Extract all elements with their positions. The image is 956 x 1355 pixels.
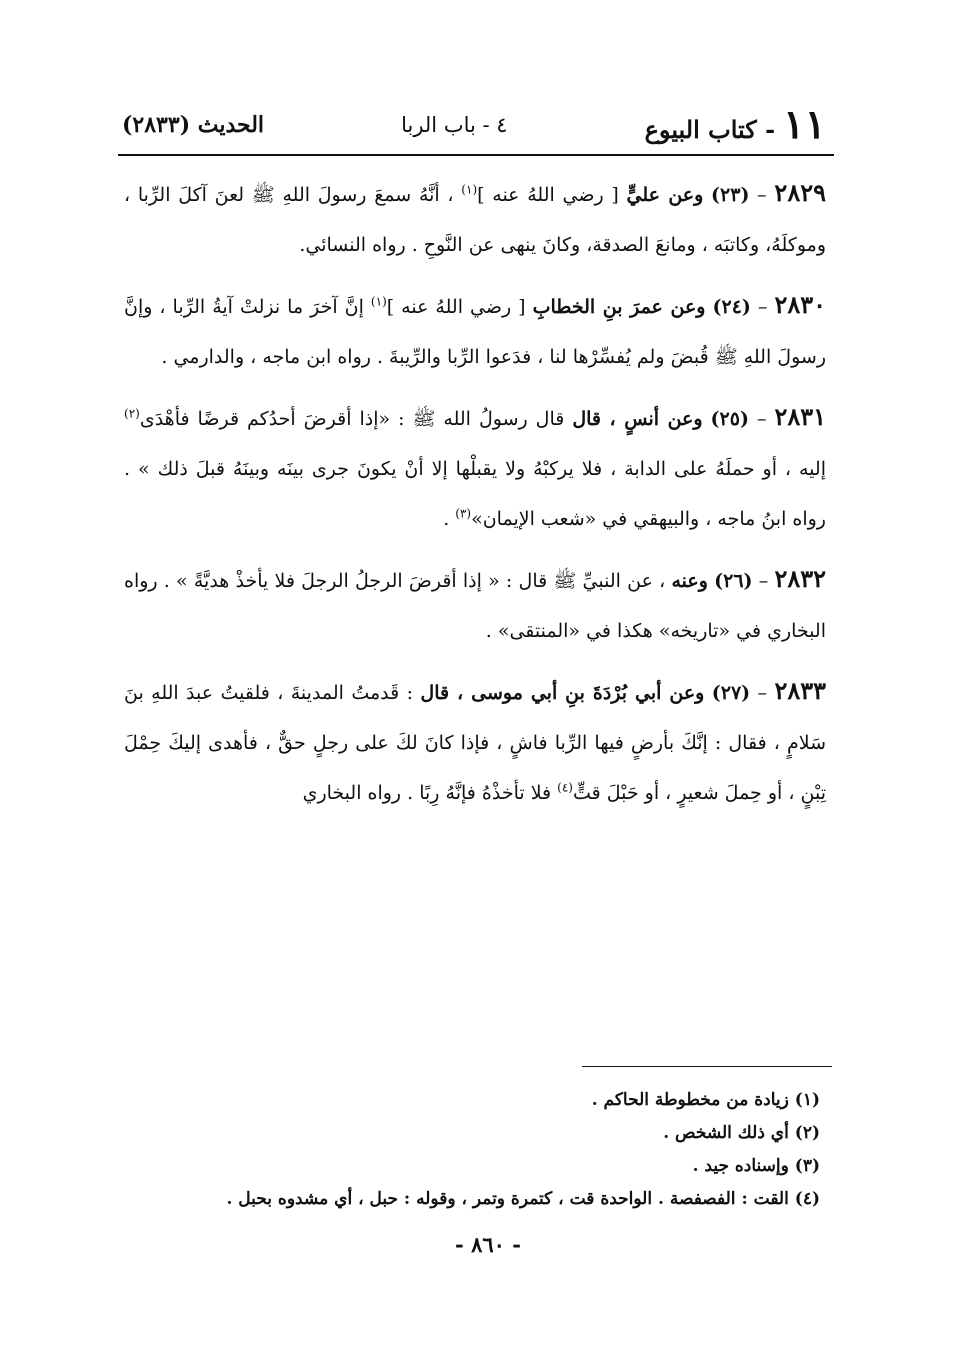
footnote-ref: (١) [461,182,478,197]
hadith-text: [ رضي اللهُ عنه ] [477,184,619,206]
footnote-2: (٢) أي ذلك الشخص . [663,1123,820,1143]
hadith-2830: ٢٨٣٠ – (٢٤) وعن عمرَ بنِ الخطابِ [ رضي اللهُ عنه ]$^{(١)}$ إنَّ آخرَ ما نزلتْ آيةُ الرِّبا ، وإنَّ رسولَ اللهِ ﷺ قُبضَ ولم يُفسِّرْها لنا ، فدَعوا الرِّبا والرِّيبةَ . رواه ابن ماجه ، والدارمي . [124,290,826,368]
page-body [124,168,826,828]
chapter-number: ١١ [783,101,826,148]
chapter-heading [644,101,826,148]
hadith-narrator: وعن عمرَ بنِ الخطابِ [532,296,706,318]
hadith-text: فلا تأخذْهُ فإنَّهُ رِبًا . رواه البخاري [302,782,552,804]
footnote-1: (١) زيادة من مخطوطة الحاكم . [591,1090,820,1110]
footnote-rule [582,1066,832,1067]
hadith-sequence: (٢٦) [714,570,753,592]
hadith-sequence: (٢٧) [711,682,751,704]
hadith-2832: ٢٨٣٢ – (٢٦) وعنه ، عن النبيِّ ﷺ قال : « إذا أقرضَ الرجلُ الرجلَ فلا يأخذْ هديَّةً » . رواه البخاري في «تاريخه» هكذا في «المنتقى» . [124,564,826,642]
hadith-2829: ٢٨٢٩ – (٢٣) وعن عليٍّ [ رضي اللهُ عنه ]$^{(١)}$ ، أنَّهُ سمعَ رسولَ اللهِ ﷺ لعنَ آكلَ الرِّبا ، وموكلَهُ، وكاتبَه ، ومانعَ الصدقة، وكانَ ينهى عن النَّوحِ . رواه النسائي. [124,178,826,256]
hadith-text: [ رضي اللهُ عنه ] [386,296,526,318]
footnote-3: (٣) وإسناده جيد . [692,1156,820,1176]
hadith-number: ٢٨٣١ [774,402,826,431]
hadith-narrator: وعنه [671,570,708,592]
hadith-2831: ٢٨٣١ – (٢٥) وعن أنسٍ ، قال قال رسولُ الله ﷺ : «إذا أقرضَ أحدُكم قرضًا فأهْدَى$^{(٢)}$ إليه ، أو حملَهُ على الدابة ، فلا يركبْهُ ولا يقبلْها إلا أنْ يكونَ جرى بينَه وبينَهُ قبلَ ذلك » . رواه ابنُ ماجه ، والبيهقي في «شعب الإيمان»$^{(٣)}$ . [124,402,826,530]
hadith-sequence: (٢٣) [711,184,750,206]
hadith-narrator: وعن أنسٍ ، قال [572,408,703,430]
footnote-ref: (٤) [557,780,573,795]
hadith-2833: ٢٨٣٣ – (٢٧) وعن أبي بُرْدَةَ بنِ أبي موسى ، قال : قَدمتُ المدينةَ ، فلقيتُ عبدَ اللهِ بنَ سَلامٍ ، فقال : إنَّكَ بأرضٍ فيها الرِّبا فاشٍ ، فإذا كانَ لكَ على رجلٍ حقٌّ ، فأهدى إليكَ حِمْلَ تِبْنٍ ، أو حِملَ شعيرٍ ، أو حَبْلَ قتٍّ$^{(٤)}$ فلا تأخذْهُ فإنَّهُ رِبًا . رواه البخاري [124,676,826,804]
page-number: - ٨٦٠ - [455,1232,521,1257]
page-header [122,100,826,150]
hadith-text: إنَّ آخرَ ما نزلتْ آيةُ الرِّبا ، وإنَّ رسولَ اللهِ ﷺ قُبضَ ولم يُفسِّرْها لنا ، فدَعوا الرِّبا والرِّيبةَ . رواه ابن ماجه ، والدارمي . [124,296,826,368]
hadith-text: . [443,508,450,530]
header-rule [118,154,834,156]
hadith-text: قال رسولُ الله ﷺ : «إذا أقرضَ أحدُكم قرضًا فأهْدَى [139,408,565,430]
hadith-number: ٢٨٣٢ [774,564,826,593]
hadith-text: ، عن النبيِّ ﷺ قال : « إذا أقرضَ الرجلُ الرجلَ فلا يأخذْ هديَّةً » . رواه البخاري في «تاريخه» هكذا في «المنتقى» . [124,570,826,642]
hadith-text: إليه ، أو حملَهُ على الدابة ، فلا يركبْهُ ولا يقبلْها إلا أنْ يكونَ جرى بينَه وبينَهُ قبلَ ذلك » . رواه ابنُ ماجه ، والبيهقي في «شعب الإيمان» [124,458,826,530]
hadith-number: ٢٨٣٠ [774,290,826,319]
section-title: ٤ - باب الربا [401,113,508,137]
hadith-narrator: وعن أبي بُرْدَةَ بنِ أبي موسى ، قال [420,682,705,704]
hadith-text: ، أنَّهُ سمعَ رسولَ اللهِ ﷺ لعنَ آكلَ الرِّبا ، وموكلَهُ، وكاتبَه ، ومانعَ الصدقة، وكانَ ينهى عن النَّوحِ . رواه النسائي. [124,184,826,256]
hadith-sequence: (٢٥) [710,408,749,430]
footnote-4: (٤) القت : الفصفصة . الواحدة قت ، كتمرة وتمر ، وقوله : حبل ، أي مشدوه بحبل . [226,1189,820,1209]
footnote-ref: (١) [370,294,387,309]
hadith-number: ٢٨٣٣ [774,676,826,705]
footnote-ref: (٣) [455,506,472,521]
hadith-sequence: (٢٤) [712,296,751,318]
hadith-narrator: وعن عليٍّ [626,184,704,206]
hadith-number: ٢٨٢٩ [774,178,826,207]
hadith-text: : قَدمتُ المدينةَ ، فلقيتُ عبدَ اللهِ بنَ سَلامٍ ، فقال : إنَّكَ بأرضٍ فيها الرِّبا فاشٍ ، فإذا كانَ لكَ على رجلٍ حقٌّ ، فأهدى إليكَ حِمْلَ تِبْنٍ ، أو حِملَ شعيرٍ ، أو حَبْلَ قتٍّ [124,682,826,804]
footnotes [140,1084,820,1216]
book-title: - كتاب البيوع [644,115,776,144]
footnote-ref: (٢) [124,406,140,421]
hadith-range: الحديث (٢٨٣٣) [122,112,265,138]
